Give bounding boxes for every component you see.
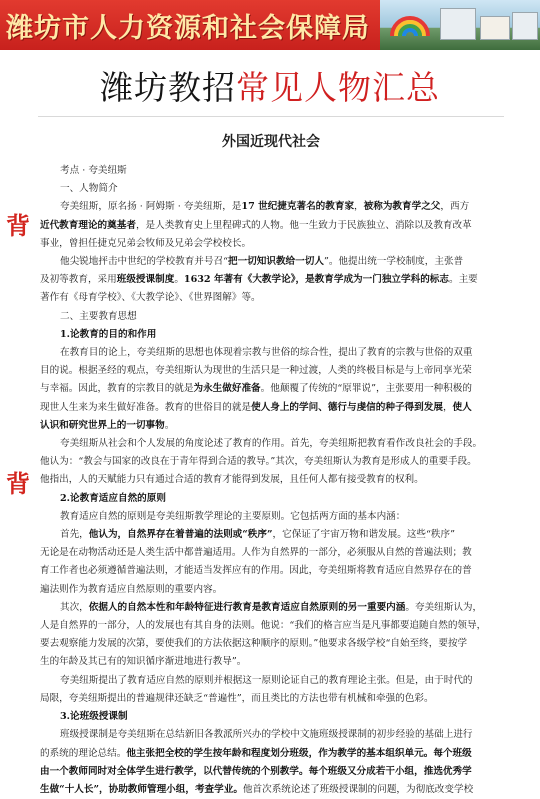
text-span: 局限，夸美纽斯提出的普遍规律还缺乏“普遍性”，而且类比的方法也带有机械和牵强的色彩。 [40,692,434,704]
headline-part-1: 潍坊教招 [100,68,236,107]
text-span: 二、主要教育思想 [60,310,137,322]
bold-text: 班级授课制度 [116,274,175,286]
text-line [40,289,502,307]
text-span: 夸美纽斯，原名扬 · 阿姆斯 · 夸美纽斯，是 [60,201,242,213]
bold-text: 1.论教育的目的和作用 [60,328,157,340]
text-line [40,326,502,344]
building-shape [440,8,476,40]
text-span: ，西方 [440,201,470,213]
text-span: 遍法则作为教育适应自然原则的重要内容。 [40,583,223,595]
bold-text: 1632 年著有《大教学论》，是教育学成为一门独立学科的标志 [183,274,449,286]
recite-stamp: 背 [6,470,30,498]
text-span: 他尖锐地抨击中世纪的学校教育并号召“ [60,256,228,268]
bold-text: 被称为教育学之父 [363,201,441,213]
text-line [40,399,502,417]
text-span: 目的说。根据圣经的观点，夸美纽斯认为现世的生活只是一种过渡，人类的终极目标是与上帝同享光荣 [40,365,472,377]
bold-text: 3.论班级授课制 [60,711,128,723]
rainbow-icon [388,6,432,50]
text-span: 一、人物简介 [60,183,118,195]
banner-photo [380,0,540,50]
text-line [40,745,502,763]
bold-text: 认识和研究世界上的一切事物 [40,419,165,431]
text-span: ”。他提出统一学校制度，主张普 [323,256,464,268]
text-span: 他指出，人的天赋能力只有通过合适的教育才能得到发展，且任何人都有接受教育的权利。 [40,474,424,486]
text-span: 。主要 [449,274,478,286]
bold-text: 17 世纪捷克著名的教育家 [241,201,355,213]
text-line [40,180,502,198]
building-shape [480,16,510,40]
text-line [40,490,502,508]
text-line [40,162,502,180]
header-banner [0,0,540,50]
bold-text: 他认为，自然界存在着普遍的法则或“秩序” [88,529,273,541]
banner-title: 潍坊市人力资源和社会保障局 [6,13,370,44]
document-title: 外国近现代社会 [222,134,320,150]
text-line [40,526,502,544]
text-line [40,653,502,671]
building-shape [512,12,538,40]
bold-text: 依据人的自然本性和年龄特征进行教育是教育适应自然原则的另一重要内涵 [88,601,406,613]
text-line [40,435,502,453]
text-span: ， [354,201,364,213]
bold-text: 由一个教师同时对全体学生进行教学，以代替传统的个别教学。每个班级又分成若干小组，推选优秀学 [40,765,472,777]
text-line [40,344,502,362]
text-span: ，它保证了宇宙万物和谐发展。这些“秩序” [272,529,456,541]
document-lines [40,162,502,799]
text-line [40,508,502,526]
text-line [40,599,502,617]
text-line [40,417,502,435]
text-span: 的系统的理论总结。 [40,747,127,759]
text-span: 他认为：“教会与国家的改良在于青年得到合适的教导。”其次，夸美纽斯认为教育是形成人的重要手段。 [40,456,477,468]
text-span: 夸美纽斯从社会和个人发展的角度论述了教育的作用。首先，夸美纽斯把教育看作改良社会的手段。 [60,438,483,450]
text-line [40,763,502,781]
text-span: 与幸福。因此，教育的宗教目的就是 [40,383,194,395]
text-line [40,308,502,326]
text-span: 。 [174,274,184,286]
text-line [40,380,502,398]
text-span: 人是自然界的一部分，人的发展也有其自身的法则。他说：“我们的格言应当是凡事都要追随自然的领导， [40,620,487,632]
bold-text: 使人 [452,401,472,413]
text-span: 生的年龄及其已有的知识循序渐进地进行教导”。 [40,656,247,668]
text-span: 现世人生来为来生做好准备。教育的世俗目的就是 [40,401,252,413]
divider [38,116,504,117]
headline-part-2: 常见人物汇总 [236,68,440,107]
text-line [40,672,502,690]
document-body [40,130,502,799]
text-line [40,253,502,271]
recite-stamp: 背 [6,212,30,240]
text-span: 著作有《母育学校》、《大教学论》、《世界图解》等。 [40,292,261,304]
bold-text: 他主张把全校的学生按年龄和程度划分班级，作为教学的基本组织单元。每个班级 [126,747,472,759]
text-span: 其次， [60,601,89,613]
text-line [40,544,502,562]
text-line [40,453,502,471]
text-span: 考点 · 夸美纽斯 [60,165,127,176]
text-span: 夸美纽斯提出了教育适应自然的原则并根据这一原则论证自己的教育理论主张。但是，由于时代的 [60,674,473,686]
text-line [40,471,502,489]
text-span: 要去观察能力发展的次第，要使我们的方法依据这种顺序的原则。”他要求各级学校“自始至终，要按学 [40,638,468,650]
text-line [40,271,502,289]
text-line [40,198,502,216]
text-span: 无论是在动物活动还是人类生活中都普遍适用。人作为自然界的一部分，必须服从自然的普遍法则；教 [40,547,472,559]
text-line [40,581,502,599]
text-line [40,708,502,726]
text-span: 。他颠覆了传统的“原罪说”，主张要用一种积极的 [260,383,472,395]
text-line [40,217,502,235]
page-headline [0,62,540,109]
bold-text: 近代教育理论的奠基者 [40,219,136,231]
text-line [40,635,502,653]
text-span: 教育适应自然的原则是夸美纽斯教学理论的主要原则。它包括两方面的基本内涵： [60,510,406,522]
text-line [40,362,502,380]
text-span: 在教育目的论上，夸美纽斯的思想也体现着宗教与世俗的综合性，提出了教育的宗教与世俗的双重 [60,347,473,359]
text-span: 育工作者也必须遵循普遍法则，才能适当发挥应有的作用。因此，夸美纽斯将教育适应自然界存在的普 [40,565,472,577]
text-span: ， [442,401,453,413]
text-span: 事业，曾担任捷克兄弟会牧师及兄弟会学校校长。 [40,237,252,249]
text-line [40,726,502,744]
text-span: 。 [164,419,175,431]
bold-text: 为永生做好准备 [193,383,261,395]
text-line [40,781,502,799]
text-line [40,235,502,253]
text-span: ，是人类教育史上里程碑式的人物。他一生致力于民族独立、消除以及教育改革 [135,219,472,231]
text-span: 首先， [60,529,89,541]
bold-text: 生做“十人长”，协助教师管理小组，考查学业。 [40,783,243,795]
text-line [40,562,502,580]
text-span: 他首次系统论述了班级授课制的问题，为彻底改变学校 [242,783,474,795]
bold-text: 2.论教育适应自然的原则 [60,492,166,504]
text-span: 。夸美纽斯认为， [405,601,483,613]
text-line [40,690,502,708]
text-span: 及初等教育，采用 [40,274,117,286]
bold-text: 把一切知识教给一切人 [228,256,324,268]
text-line [40,617,502,635]
bold-text: 使人身上的学问、德行与虔信的种子得到发展 [251,401,443,413]
text-span: 班级授课制是夸美纽斯在总结新旧各教派所兴办的学校中文施班级授课制的初步经验的基础上进行 [60,729,473,741]
